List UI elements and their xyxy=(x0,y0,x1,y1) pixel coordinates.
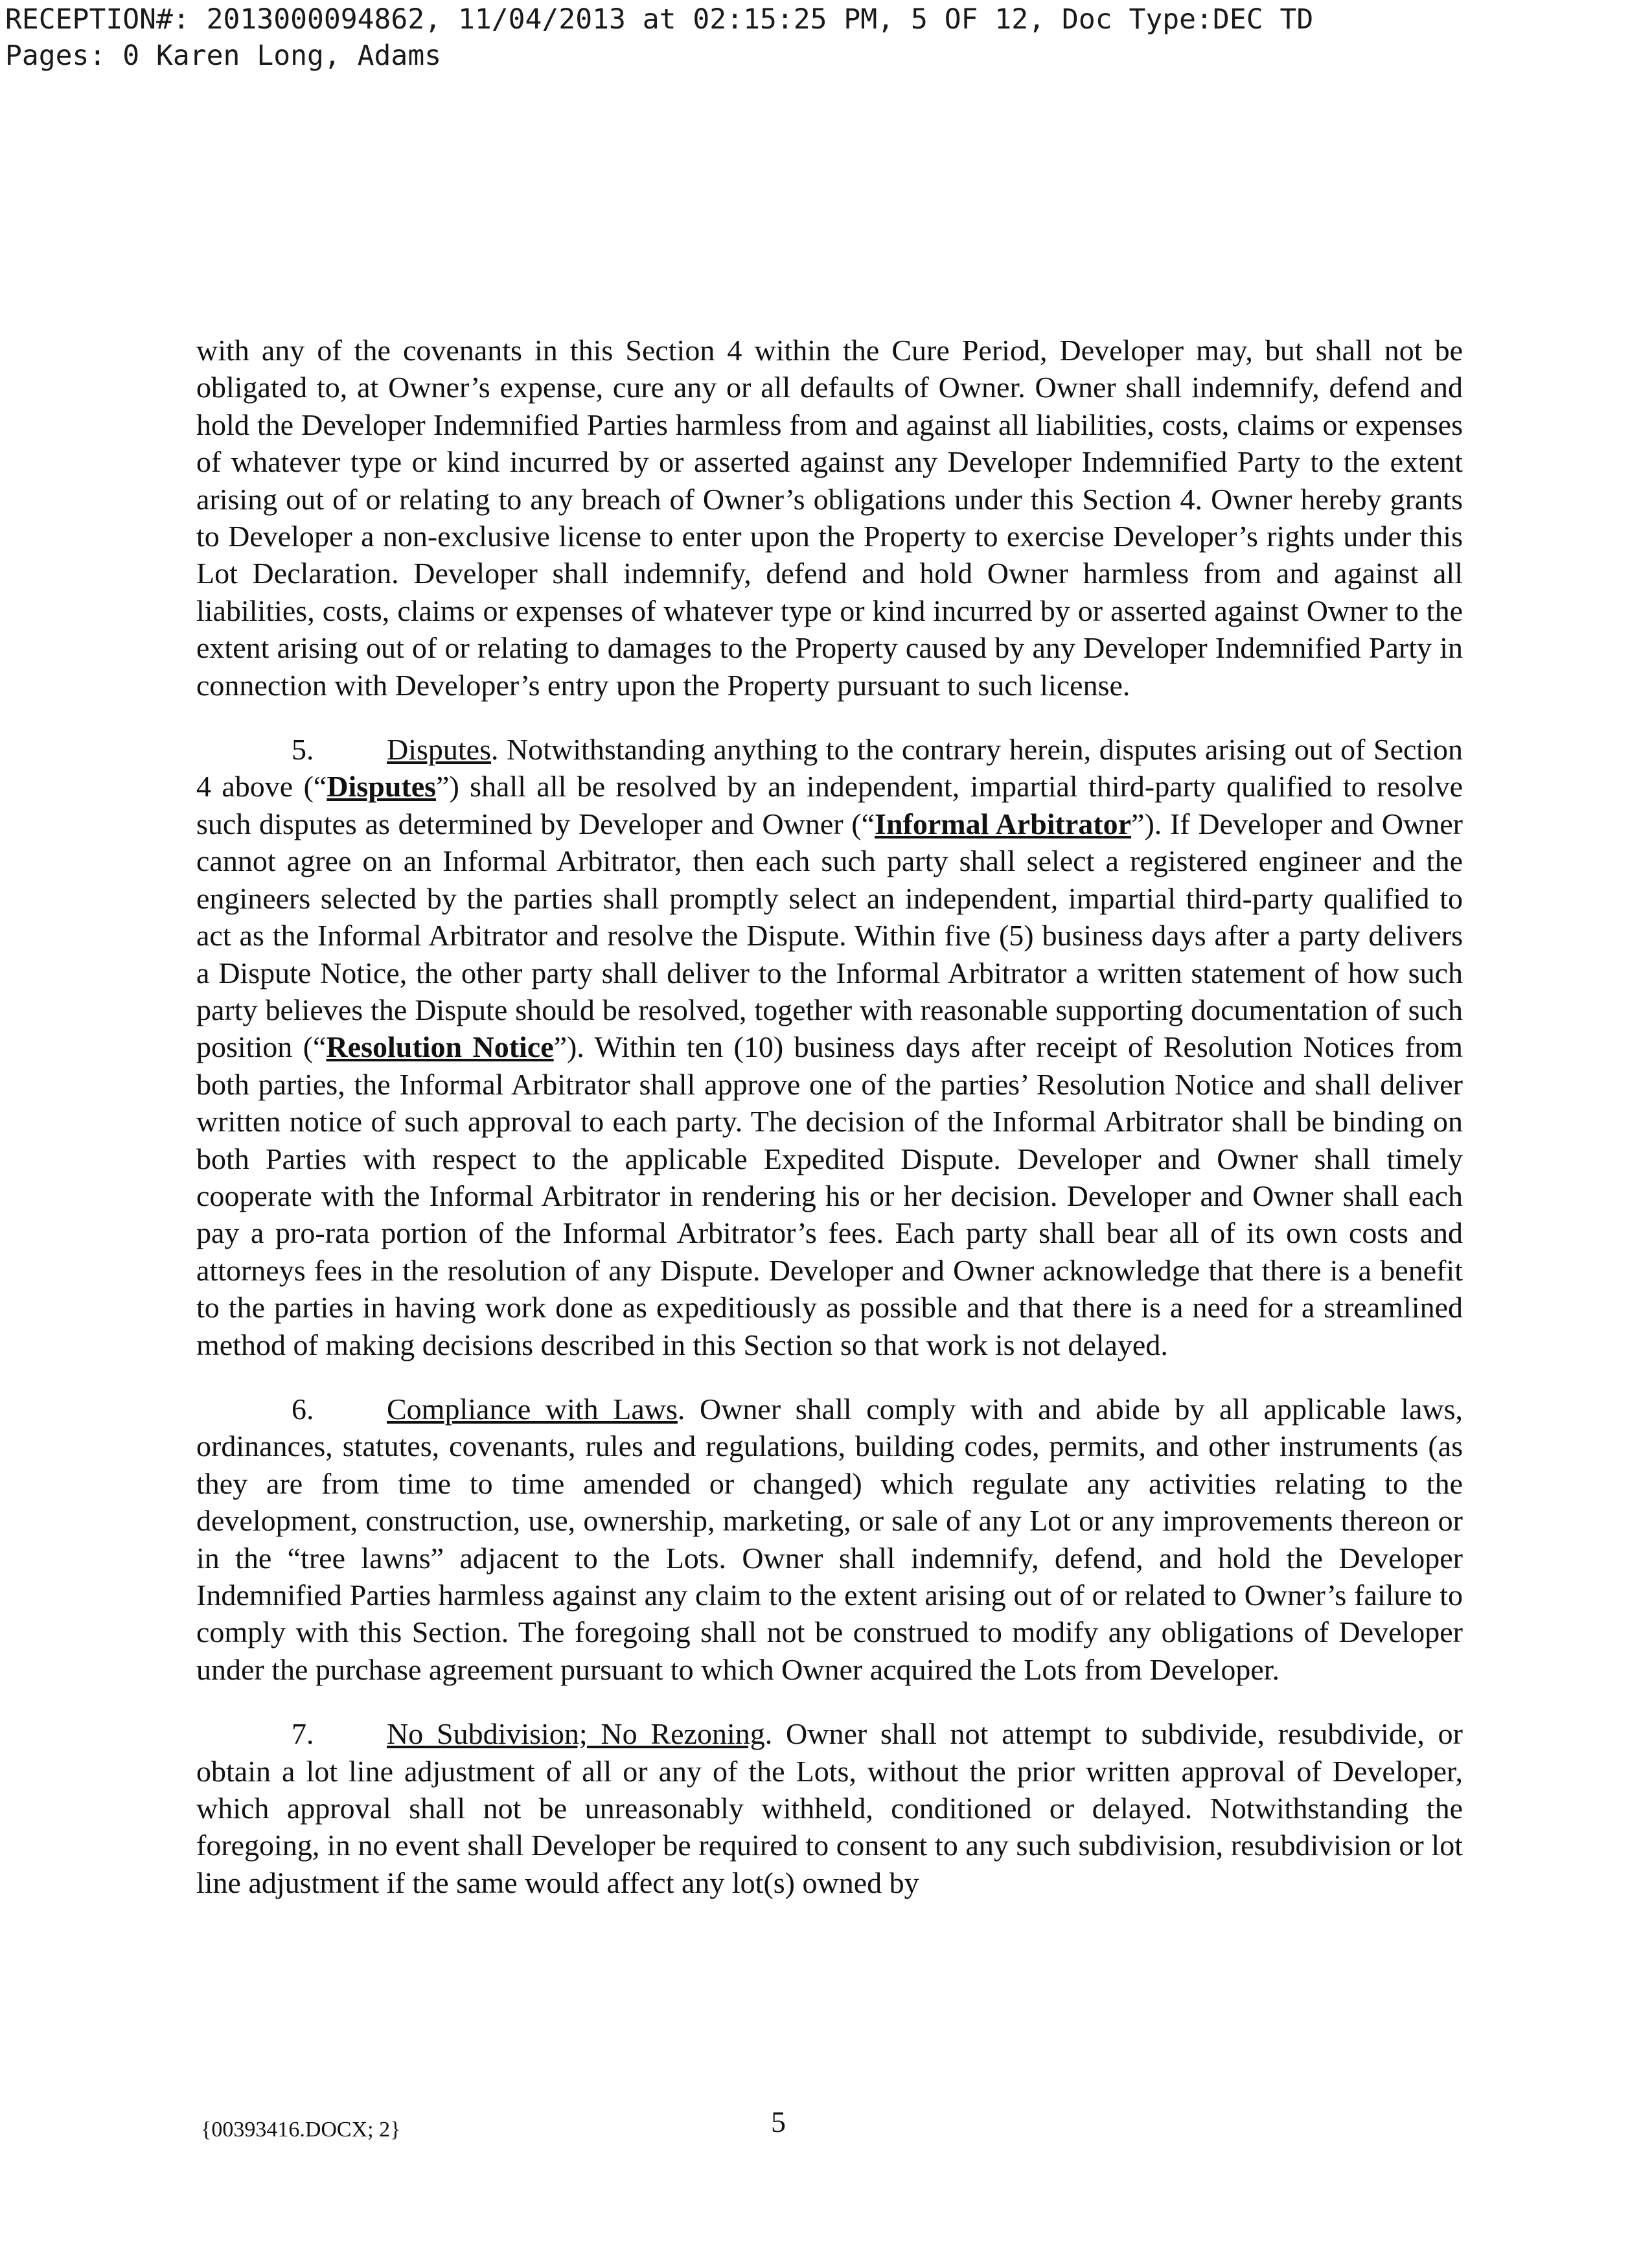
section-5-disputes xyxy=(196,731,1463,1363)
footer-doc-id: {00393416.DOCX; 2} xyxy=(201,2118,401,2142)
footer-page-number: 5 xyxy=(771,2105,786,2138)
section-5-text-4: ”). Within ten (10) business days after receipt of Resolution Notices from both parties, the Informal Arbitrator shall approve one of the parties’ Resolution Notice and shall deliver written notice of such approval to each party. The decision of the Informal Arbitrator shall be binding on both Parties with respect to the applicable Expedited Dispute. Developer and Owner shall timely cooperate with the Informal Arbitrator in rendering his or her decision. Developer and Owner shall each pay a pro-rata portion of the Informal Arbitrator’s fees. Each party shall bear all of its own costs and attorneys fees in the resolution of any Dispute. Developer and Owner acknowledge that there is a benefit to the parties in having work done as expeditiously as possible and that there is a need for a streamlined method of making decisions described in this Section so that work is not delayed. xyxy=(196,1030,1463,1361)
section-6-compliance xyxy=(196,1391,1463,1688)
reception-stamp xyxy=(5,1,1313,74)
section-6-number: 6. xyxy=(292,1392,314,1426)
reception-stamp-line-1: RECEPTION#: 2013000094862, 11/04/2013 at 02:15:25 PM, 5 OF 12, Doc Type:DEC TD xyxy=(5,3,1314,36)
defined-term-disputes: Disputes xyxy=(327,770,437,804)
section-5-heading: Disputes xyxy=(387,733,491,767)
section-5-number: 5. xyxy=(292,733,314,767)
section-5-text-3: ”). If Developer and Owner cannot agree on an Informal Arbitrator, then each such party shall select a registered engineer and the engineers selected by the parties shall promptly select an independent, impartial third-party qualified to act as the Informal Arbitrator and resolve the Dispute. Within five (5) business days after a party delivers a Dispute Notice, the other party shall deliver to the Informal Arbitrator a written statement of how such party believes the Dispute should be resolved, together with reasonable supporting documentation of such position (“ xyxy=(196,807,1463,1064)
reception-stamp-line-2: Pages: 0 Karen Long, Adams xyxy=(5,40,442,72)
section-7-text: . Owner shall not attempt to subdivide, resubdivide, or obtain a lot line adjustment of all or any of the Lots, without the prior written approval of Developer, which approval shall not be unreasonably withheld, conditioned or delayed. Notwithstanding the foregoing, in no event shall Developer be required to consent to any such subdivision, resubdivision or lot line adjustment if the same would affect any lot(s) owned by xyxy=(196,1717,1463,1899)
section-7-no-subdivision xyxy=(196,1715,1463,1901)
section-5-text-1: . Notwithstanding anything to the contrary herein, disputes arising out of Section 4 above (“ xyxy=(196,733,1463,804)
continuation-paragraph: with any of the covenants in this Section 4 within the Cure Period, Developer may, but shall not be obligated to, at Owner’s expense, cure any or all defaults of Owner. Owner shall indemnify, defend and hold the Developer Indemnified Parties harmless from and against all liabilities, costs, claims or expenses of whatever type or kind incurred by or asserted against any Developer Indemnified Party to the extent arising out of or relating to any breach of Owner’s obligations under this Section 4. Owner hereby grants to Developer a non-exclusive license to enter upon the Property to exercise Developer’s rights under this Lot Declaration. Developer shall indemnify, defend and hold Owner harmless from and against all liabilities, costs, claims or expenses of whatever type or kind incurred by or asserted against Owner to the extent arising out of or relating to damages to the Property caused by any Developer Indemnified Party in connection with Developer’s entry upon the Property pursuant to such license. xyxy=(196,334,1463,702)
document-body xyxy=(196,332,1463,1901)
section-7-number: 7. xyxy=(292,1717,314,1751)
section-5-text-2: ”) shall all be resolved by an independent, impartial third-party qualified to resolve such disputes as determined by Developer and Owner (“ xyxy=(196,770,1463,840)
section-6-text: . Owner shall comply with and abide by all applicable laws, ordinances, statutes, covenants, rules and regulations, building codes, permits, and other instruments (as they are from time to time amended or changed) which regulate any activities relating to the development, construction, use, ownership, marketing, or sale of any Lot or any improvements thereon or in the “tree lawns” adjacent to the Lots. Owner shall indemnify, defend, and hold the Developer Indemnified Parties harmless against any claim to the extent arising out of or related to Owner’s failure to comply with this Section. The foregoing shall not be construed to modify any obligations of Developer under the purchase agreement pursuant to which Owner acquired the Lots from Developer. xyxy=(196,1392,1463,1686)
defined-term-informal-arbitrator: Informal Arbitrator xyxy=(875,807,1132,840)
section-6-heading: Compliance with Laws xyxy=(387,1392,678,1426)
section-7-heading: No Subdivision; No Rezoning xyxy=(387,1717,765,1751)
defined-term-resolution-notice: Resolution Notice xyxy=(326,1030,554,1064)
